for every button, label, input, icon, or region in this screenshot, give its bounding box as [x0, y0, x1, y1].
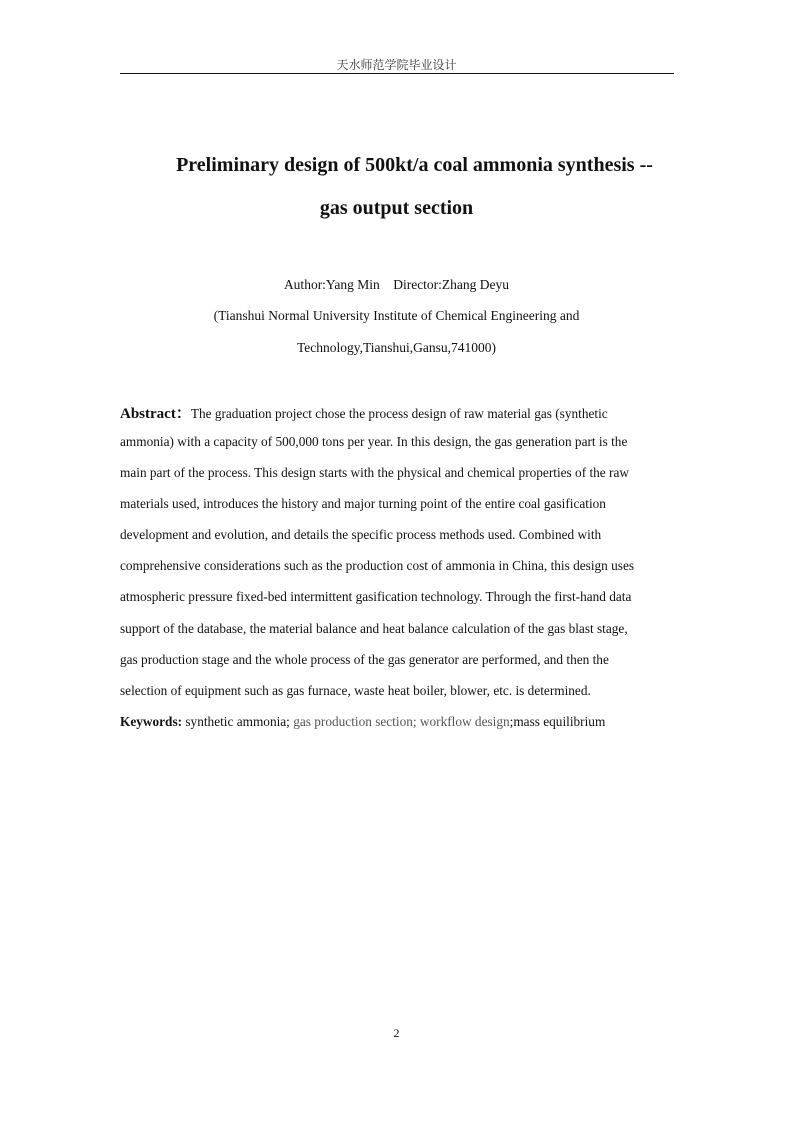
abstract-line-6: comprehensive considerations such as the production cost of ammonia in China, this design uses	[120, 558, 635, 573]
author-line: Author:Yang Min Director:Zhang Deyu	[283, 277, 510, 292]
keyword-synthetic-ammonia: synthetic ammonia;	[185, 714, 290, 729]
abstract-line-3: main part of the process. This design starts with the physical and chemical properties of the raw	[120, 465, 629, 480]
title-line-1: Preliminary design of 500kt/a coal ammonia synthesis --	[176, 154, 653, 176]
keywords-line	[120, 714, 605, 730]
abstract-line-9: gas production stage and the whole process of the gas generator are performed, and then the	[120, 652, 609, 667]
abstract-line-7: atmospheric pressure fixed-bed intermittent gasification technology. Through the first-hand data	[120, 589, 632, 604]
abstract-line-8: support of the database, the material balance and heat balance calculation of the gas blast stage,	[120, 621, 628, 636]
abstract-line-4: materials used, introduces the history and major turning point of the entire coal gasification	[120, 496, 606, 511]
keywords-label: Keywords:	[120, 714, 183, 729]
abstract-label: Abstract：	[120, 406, 191, 422]
keyword-mass-equilibrium: ;mass equilibrium	[509, 714, 606, 729]
page-number: 2	[393, 1026, 400, 1040]
affiliation-line-2: Technology,Tianshui,Gansu,741000)	[296, 340, 497, 355]
affiliation-line-1: (Tianshui Normal University Institute of Chemical Engineering and	[213, 308, 580, 323]
abstract-line-2: ammonia) with a capacity of 500,000 tons per year. In this design, the gas generation part is the	[120, 434, 628, 449]
page-header: 天水师范学院毕业设计	[336, 58, 457, 72]
header-rule	[120, 73, 674, 74]
title-line-2: gas output section	[319, 197, 474, 219]
abstract-line-10: selection of equipment such as gas furnace, waste heat boiler, blower, etc. is determined.	[120, 683, 591, 698]
abstract-line-1: Abstract：The graduation project chose the process design of raw material gas (synthetic	[120, 406, 608, 422]
keyword-workflow-design: workflow design	[419, 714, 510, 729]
keyword-gas-production: gas production section;	[293, 714, 417, 729]
abstract-line-5: development and evolution, and details the specific process methods used. Combined with	[120, 527, 602, 542]
